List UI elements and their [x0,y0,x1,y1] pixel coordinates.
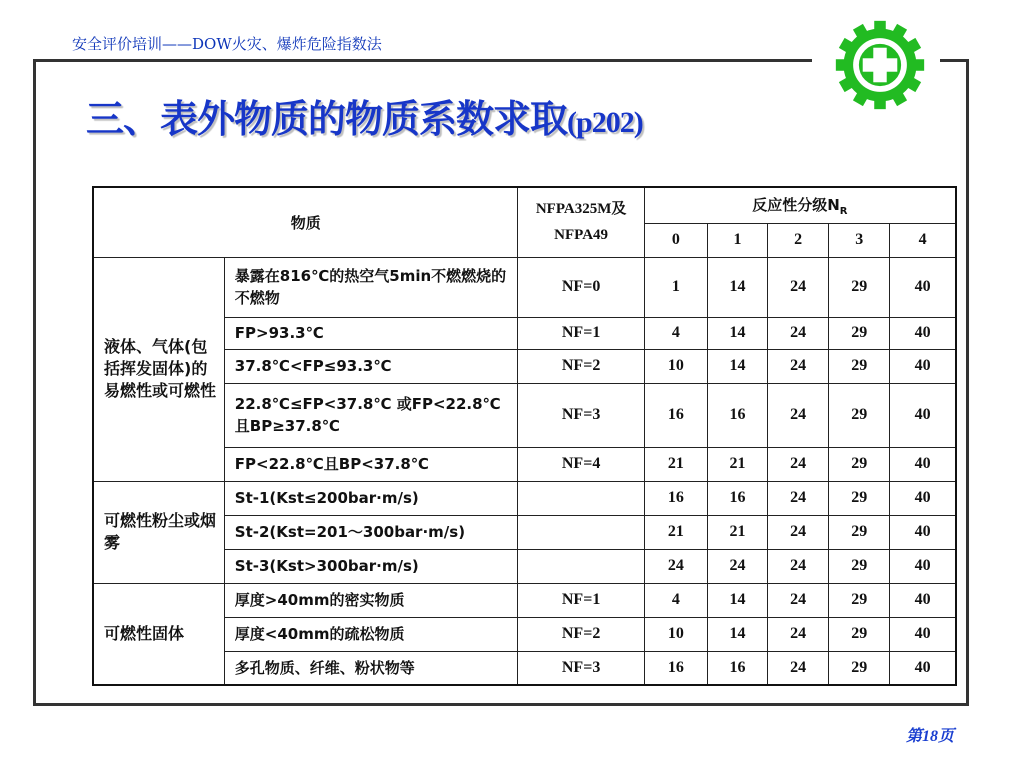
nf-value: NF=3 [518,383,644,447]
factor-value: 24 [768,317,829,349]
factor-value: 14 [707,349,767,383]
factor-value: 29 [829,349,890,383]
factor-value: 29 [829,317,890,349]
substance-desc: St-2(Kst=201～300bar·m/s) [224,515,518,549]
factor-value: 29 [829,383,890,447]
factor-value: 24 [644,549,707,583]
title-page-ref: (p202) [567,106,643,139]
factor-value: 24 [768,447,829,481]
factor-value: 24 [768,515,829,549]
factor-value: 14 [707,257,767,317]
page-number: 第18页 [906,728,955,745]
gear-tooth [874,21,886,34]
substance-desc: 22.8℃≤FP<37.8℃ 或FP<22.8℃且BP≥37.8℃ [224,383,518,447]
nf-value [518,549,644,583]
nf-value: NF=1 [518,583,644,617]
factor-value: 29 [829,447,890,481]
factor-value: 16 [644,481,707,515]
nf-value [518,515,644,549]
gear-tooth [836,59,849,71]
header-nr [644,187,956,223]
factor-value: 29 [829,651,890,685]
factor-value: 40 [890,317,956,349]
header-substance: 物质 [93,187,518,257]
factor-value: 10 [644,349,707,383]
nf-value [518,481,644,515]
gear-tooth [911,59,924,71]
substance-desc: 厚度>40mm的密实物质 [224,583,518,617]
substance-desc: 暴露在816℃的热空气5min不燃燃烧的不燃物 [224,257,518,317]
factor-value: 21 [644,515,707,549]
factor-value: 21 [644,447,707,481]
material-factor-table [92,186,957,686]
nf-value: NF=1 [518,317,644,349]
factor-value: 40 [890,651,956,685]
factor-value: 16 [707,383,767,447]
factor-value: 24 [707,549,767,583]
substance-desc: 多孔物质、纤维、粉状物等 [224,651,518,685]
nr-level: 0 [644,223,707,257]
nf-value: NF=2 [518,617,644,651]
table-row [93,583,956,617]
factor-value: 24 [768,349,829,383]
category-cell: 液体、气体(包括挥发固体)的易燃性或可燃性 [93,257,224,481]
header-nr-label: 反应性分级N [752,195,840,214]
factor-value: 40 [890,515,956,549]
factor-value: 14 [707,317,767,349]
title-main: 三、表外物质的物质系数求取 [86,97,568,141]
nf-value: NF=4 [518,447,644,481]
nr-level: 4 [890,223,956,257]
factor-value: 16 [707,481,767,515]
factor-value: 29 [829,257,890,317]
factor-value: 29 [829,583,890,617]
slide-title [86,88,643,143]
factor-value: 29 [829,617,890,651]
header-nr-sub: R [839,205,848,217]
factor-value: 16 [644,651,707,685]
nf-value: NF=0 [518,257,644,317]
factor-value: 24 [768,617,829,651]
nf-value: NF=3 [518,651,644,685]
safety-cross-gear-icon [832,17,928,113]
substance-desc: 37.8℃<FP≤93.3℃ [224,349,518,383]
nr-level: 1 [707,223,767,257]
category-cell: 可燃性粉尘或烟雾 [93,481,224,583]
factor-value: 14 [707,617,767,651]
header-title: 安全评价培训——DOW火灾、爆炸危险指数法 [72,35,382,53]
factor-value: 24 [768,651,829,685]
factor-value: 29 [829,549,890,583]
category-cell: 可燃性固体 [93,583,224,685]
factor-value: 40 [890,349,956,383]
factor-value: 10 [644,617,707,651]
factor-value: 40 [890,383,956,447]
header-nfpa [518,187,644,257]
substance-desc: FP>93.3℃ [224,317,518,349]
factor-value: 29 [829,515,890,549]
table-row [93,257,956,317]
factor-value: 1 [644,257,707,317]
factor-value: 40 [890,617,956,651]
factor-value: 40 [890,447,956,481]
gear-tooth [874,96,886,109]
factor-value: 16 [707,651,767,685]
nr-level: 2 [768,223,829,257]
factor-value: 14 [707,583,767,617]
factor-value: 21 [707,515,767,549]
factor-value: 24 [768,549,829,583]
factor-value: 4 [644,317,707,349]
substance-desc: 厚度<40mm的疏松物质 [224,617,518,651]
factor-value: 40 [890,583,956,617]
factor-value: 40 [890,257,956,317]
nf-value: NF=2 [518,349,644,383]
factor-value: 21 [707,447,767,481]
factor-value: 16 [644,383,707,447]
factor-value: 4 [644,583,707,617]
factor-value: 40 [890,481,956,515]
factor-value: 29 [829,481,890,515]
factor-value: 24 [768,383,829,447]
table-row [93,481,956,515]
factor-value: 24 [768,257,829,317]
factor-value: 24 [768,583,829,617]
factor-value: 40 [890,549,956,583]
substance-desc: St-1(Kst≤200bar·m/s) [224,481,518,515]
header-nfpa-text: NFPA325M及NFPA49 [535,201,627,244]
substance-desc: FP<22.8℃且BP<37.8℃ [224,447,518,481]
factor-value: 24 [768,481,829,515]
nr-level: 3 [829,223,890,257]
substance-desc: St-3(Kst>300bar·m/s) [224,549,518,583]
